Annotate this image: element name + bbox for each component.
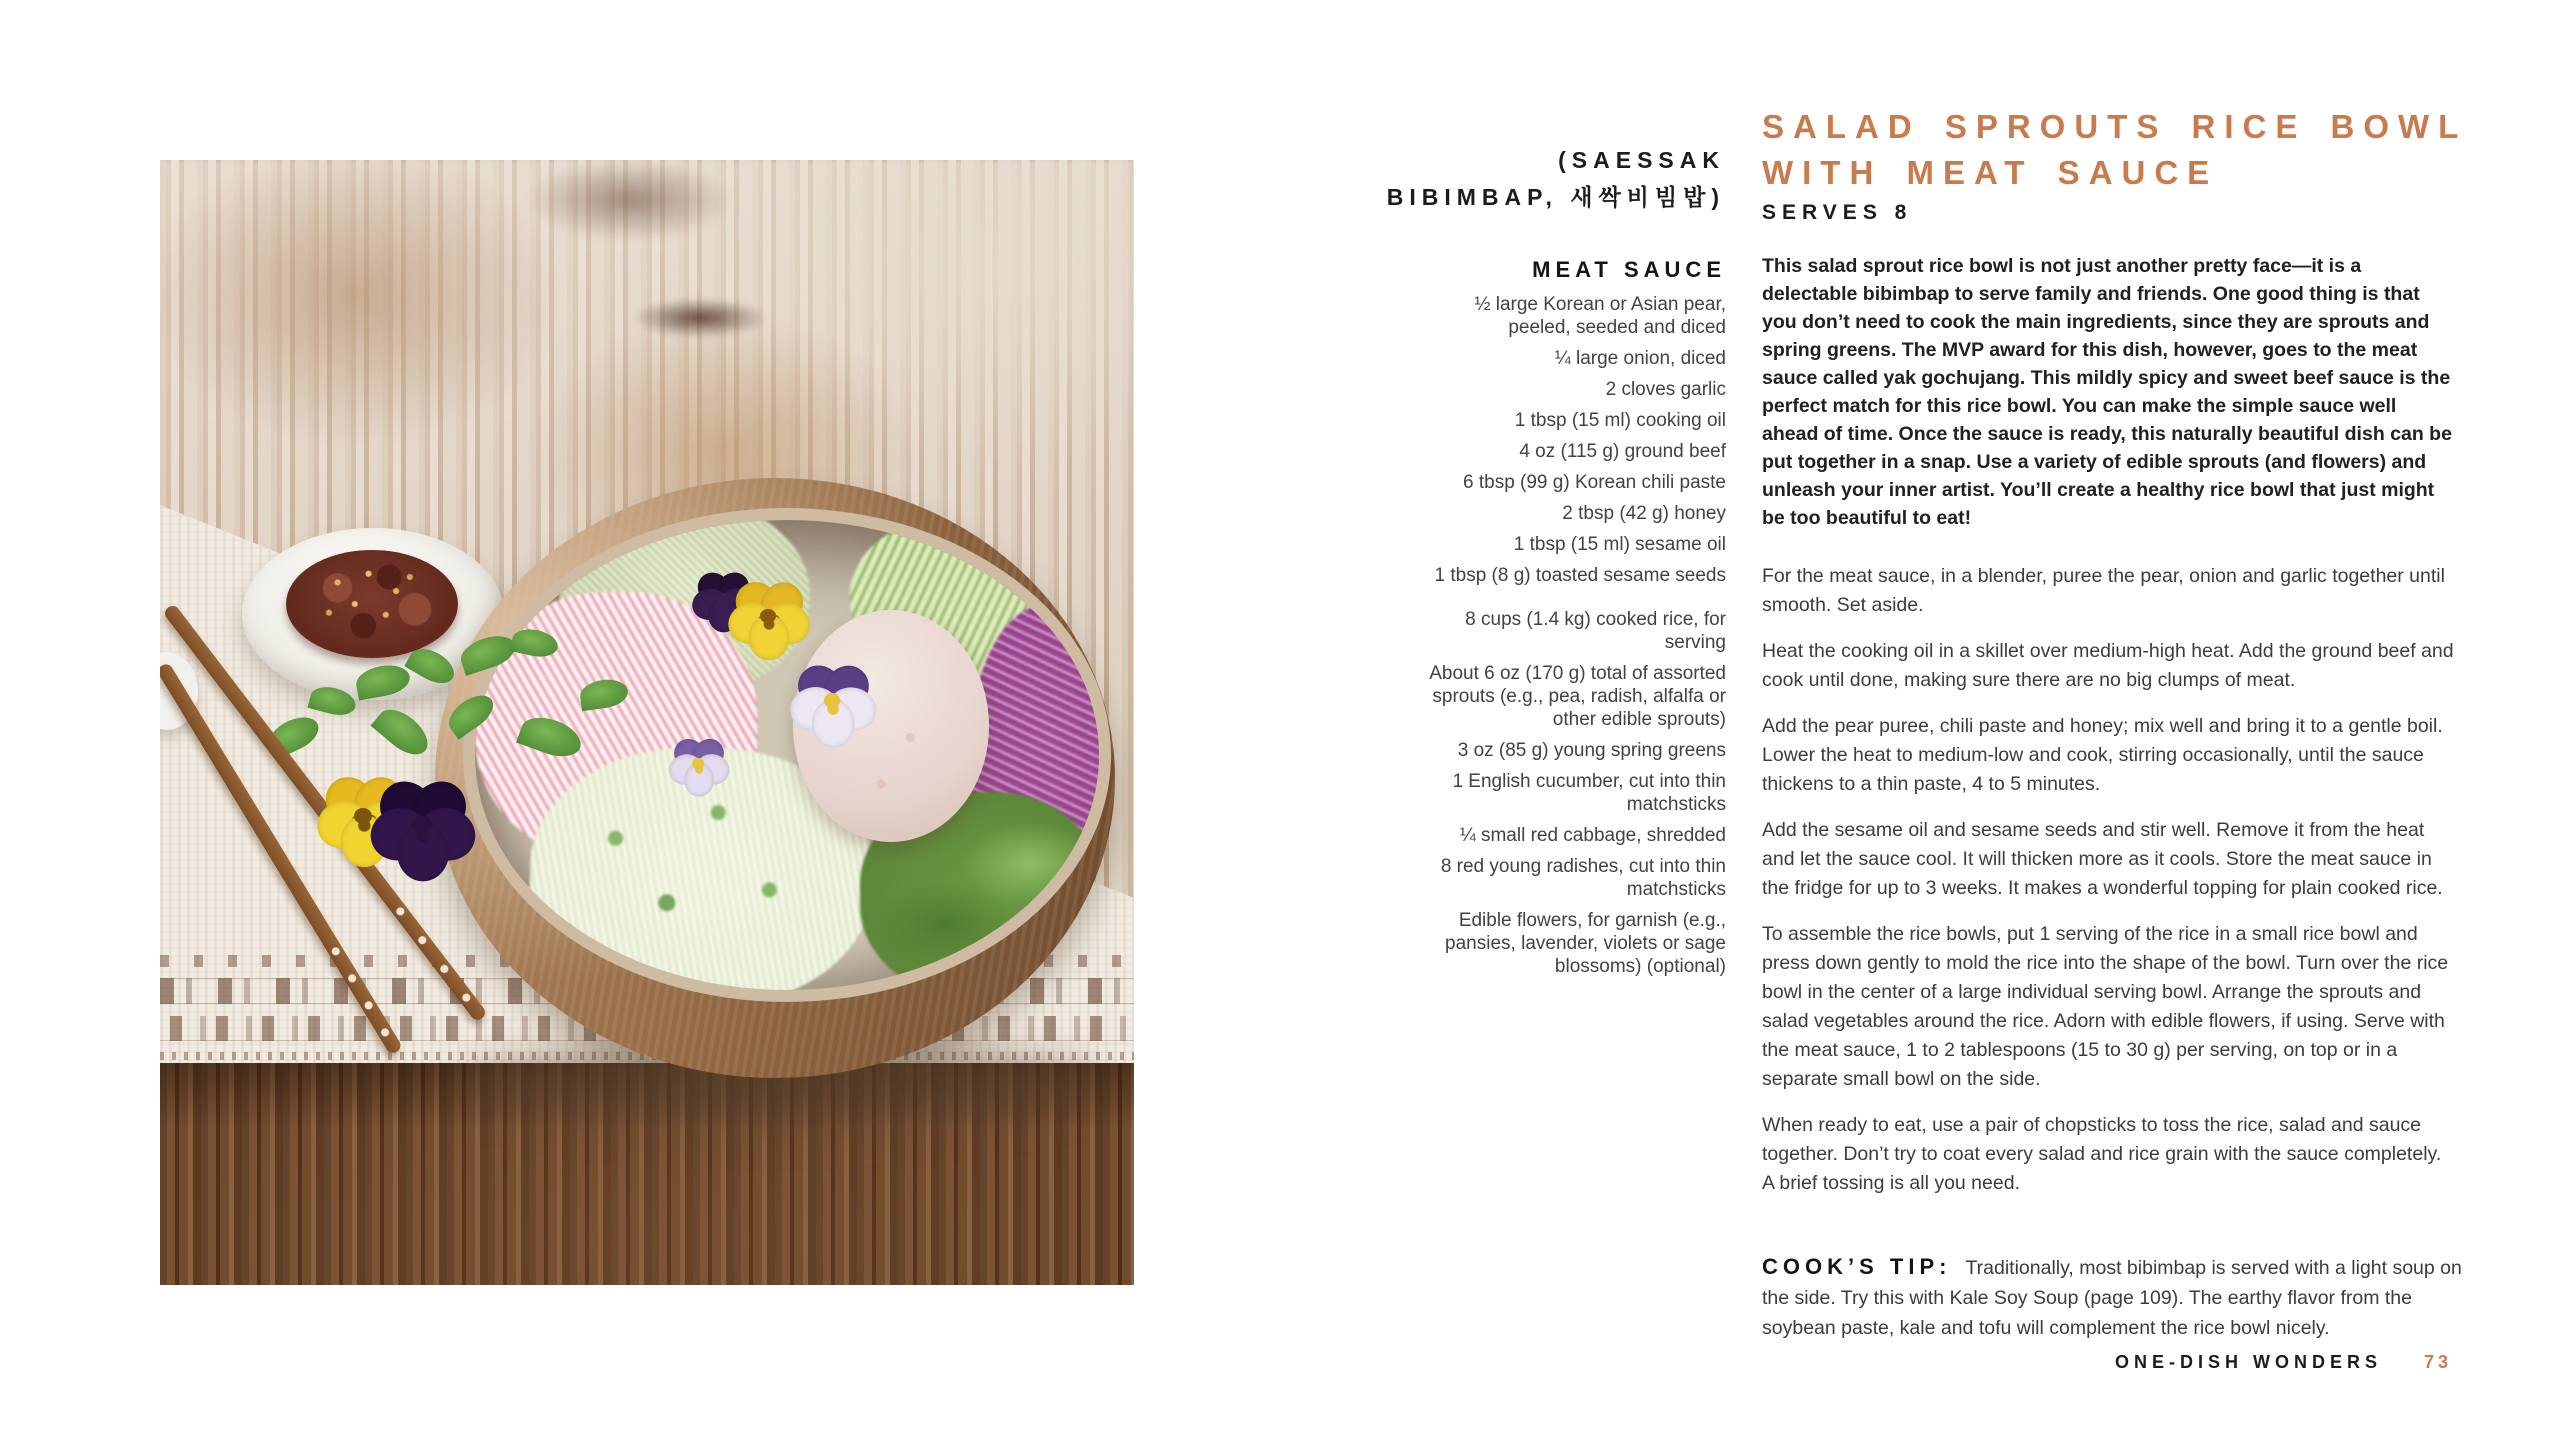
ingredient-item: ½ large Korean or Asian pear, peeled, seeded and diced	[1474, 294, 1726, 338]
pansy-center	[412, 816, 432, 834]
ingredient-item: 1 tbsp (8 g) toasted sesame seeds	[1434, 565, 1726, 586]
ingredient-item: 1 tbsp (15 ml) sesame oil	[1513, 534, 1726, 555]
recipe-body	[1762, 252, 2454, 1215]
recipe-subtitle	[1305, 142, 1725, 216]
recipe-step: Heat the cooking oil in a skillet over medium-high heat. Add the ground beef and cook until done, making sure there are no big clumps of meat.	[1762, 640, 2454, 691]
ingredient-list	[1408, 293, 1726, 587]
wooden-bowl	[435, 478, 1115, 1078]
pansy-center	[692, 758, 704, 768]
recipe-intro: This salad sprout rice bowl is not just another pretty face—it is a delectable bibimbap to serve family and friends. One good thing is that you don’t need to cook the main ingredients, since they are sprouts and spring greens. The MVP award for this dish, however, goes to the meat sauce called yak gochujang. This mildly spicy and sweet beef sauce is the perfect match for this rice bowl. You can make the simple sauce well ahead of time. Once the sauce is ready, this naturally beautiful dish can be put together in a snap. Use a variety of edible sprouts (and flowers) and unleash your inner artist. You’ll create a healthy rice bowl that just might be too beautiful to eat!	[1762, 255, 2452, 529]
ingredient-item: 6 tbsp (99 g) Korean chili paste	[1463, 472, 1726, 493]
lavender-pansy	[669, 734, 727, 792]
ingredient-item: 3 oz (85 g) young spring greens	[1457, 740, 1726, 761]
ingredient-list	[1408, 608, 1726, 978]
ingredient-item: 2 cloves garlic	[1605, 379, 1726, 400]
page-footer	[2115, 1352, 2452, 1373]
meat-sauce-ingredients	[1408, 258, 1726, 595]
ingredient-item: About 6 oz (170 g) total of assorted sprouts (e.g., pea, radish, alfalfa or other edible sprouts)	[1429, 663, 1726, 730]
white-violet-pansy	[791, 659, 873, 741]
ingredient-item: 8 red young radishes, cut into thin matchsticks	[1440, 856, 1726, 900]
yellow-pansy	[729, 576, 807, 654]
recipe-title-line1: SALAD SPROUTS RICE BOWL	[1762, 108, 2468, 145]
recipe-step: For the meat sauce, in a blender, puree the pear, onion and garlic together until smooth. Set aside.	[1762, 565, 2445, 616]
sesame-seeds	[286, 550, 458, 658]
pansy-center	[760, 609, 776, 623]
recipe-subtitle-line2: BIBIMBAP, 새싹비빔밥)	[1386, 184, 1725, 210]
recipe-title-line2: WITH MEAT SAUCE	[1762, 154, 2219, 191]
ingredient-item: ¼ small red cabbage, shredded	[1459, 825, 1726, 846]
recipe-title	[1762, 104, 2482, 196]
pansy-center	[354, 808, 372, 824]
pansy-center	[717, 593, 729, 604]
cooks-tip	[1762, 1252, 2462, 1343]
meat-sauce	[286, 550, 458, 658]
ingredient-item: 8 cups (1.4 kg) cooked rice, for serving	[1465, 609, 1726, 653]
cooks-tip-label: COOK’S TIP:	[1762, 1254, 1952, 1279]
page-number: 73	[2423, 1352, 2452, 1372]
cooks-tip-text: Traditionally, most bibimbap is served with a light soup on the side. Try this with Kale Soy Soup (page 109). The earthy flavor from the soybean paste, kale and tofu will complement the rice bowl nicely.	[1762, 1257, 2462, 1339]
ingredient-item: 1 English cucumber, cut into thin matchsticks	[1452, 771, 1726, 815]
dark-purple-pansy-garnish	[372, 774, 472, 874]
recipe-subtitle-line1: (SAESSAK	[1558, 147, 1725, 173]
ingredient-item: 2 tbsp (42 g) honey	[1562, 503, 1726, 524]
ingredient-item: 1 tbsp (15 ml) cooking oil	[1514, 410, 1726, 431]
recipe-photo	[160, 160, 1134, 1285]
recipe-steps	[1762, 562, 2454, 1198]
recipe-step: To assemble the rice bowls, put 1 serving of the rice in a small rice bowl and press down gently to mold the rice into the shape of the bowl. Turn over the rice bowl in the center of a large individual serving bowl. Arrange the sprouts and salad vegetables around the rice. Adorn with edible flowers, if using. Serve with the meat sauce, 1 to 2 tablespoons (15 to 30 g) per serving, on top or in a separate small bowl on the side.	[1762, 923, 2449, 1090]
ingredient-item: 4 oz (115 g) ground beef	[1519, 441, 1726, 462]
recipe-step: Add the sesame oil and sesame seeds and stir well. Remove it from the heat and let the sauce cool. It will thicken more as it cools. Store the meat sauce in the fridge for up to 3 weeks. It makes a wonderful topping for plain cooked rice.	[1762, 819, 2443, 899]
serving-ingredients	[1408, 608, 1726, 986]
recipe-step: When ready to eat, use a pair of chopsticks to toss the rice, salad and sauce together. Don’t try to coat every salad and rice grain with the sauce completely. A brief tossing is all you need.	[1762, 1114, 2442, 1194]
chapter-title: ONE-DISH WONDERS	[2114, 1352, 2382, 1372]
ingredient-item: ¼ large onion, diced	[1554, 348, 1726, 369]
serves-label: SERVES 8	[1762, 201, 1913, 224]
ingredients-heading: MEAT SAUCE	[1532, 257, 1726, 282]
ingredient-item: Edible flowers, for garnish (e.g., pansies, lavender, violets or sage blossoms) (optional)	[1445, 910, 1726, 977]
recipe-step: Add the pear puree, chili paste and honey; mix well and bring it to a gentle boil. Lower the heat to medium-low and cook, stirring occasionally, until the sauce thickens to a thin paste, 4 to 5 minutes.	[1762, 715, 2443, 795]
